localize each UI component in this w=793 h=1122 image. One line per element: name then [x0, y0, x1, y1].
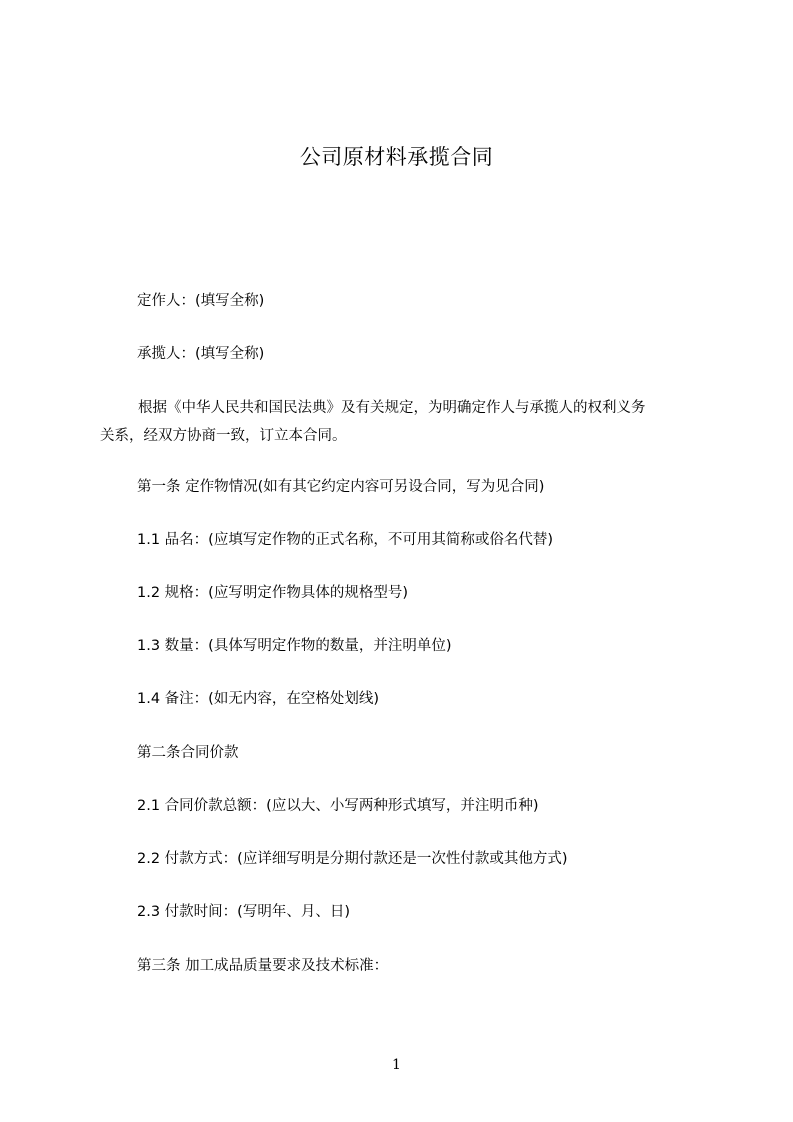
item-2-1: 2.1 合同价款总额：(应以大、小写两种形式填写，并注明币种) — [137, 798, 539, 814]
article-2-heading: 第二条合同价款 — [137, 745, 239, 761]
article-1-heading: 第一条 定作物情况(如有其它约定内容可另设合同，写为见合同) — [137, 479, 545, 495]
item-2-3: 2.3 付款时间：(写明年、月、日) — [137, 904, 350, 920]
item-1-1: 1.1 品名：(应填写定作物的正式名称，不可用其简称或俗名代替) — [137, 532, 553, 548]
preamble-line-2: 关系，经双方协商一致，订立本合同。 — [100, 428, 347, 444]
item-1-3: 1.3 数量：(具体写明定作物的数量，并注明单位) — [137, 638, 452, 654]
item-1-2: 1.2 规格：(应写明定作物具体的规格型号) — [137, 585, 408, 601]
page-number: 1 — [392, 1057, 401, 1073]
contractor-line: 承揽人：(填写全称) — [137, 346, 265, 362]
article-3-heading: 第三条 加工成品质量要求及技术标准： — [137, 958, 389, 974]
preamble-line-1: 根据《中华人民共和国民法典》及有关规定，为明确定作人与承揽人的权利义务 — [138, 400, 646, 416]
document-title: 公司原材料承揽合同 — [299, 145, 494, 169]
preamble-paragraph — [100, 394, 700, 450]
item-2-2: 2.2 付款方式：(应详细写明是分期付款还是一次性付款或其他方式) — [137, 851, 568, 867]
item-1-4: 1.4 备注：(如无内容，在空格处划线) — [137, 691, 379, 707]
commissioner-line: 定作人：(填写全称) — [137, 293, 265, 309]
